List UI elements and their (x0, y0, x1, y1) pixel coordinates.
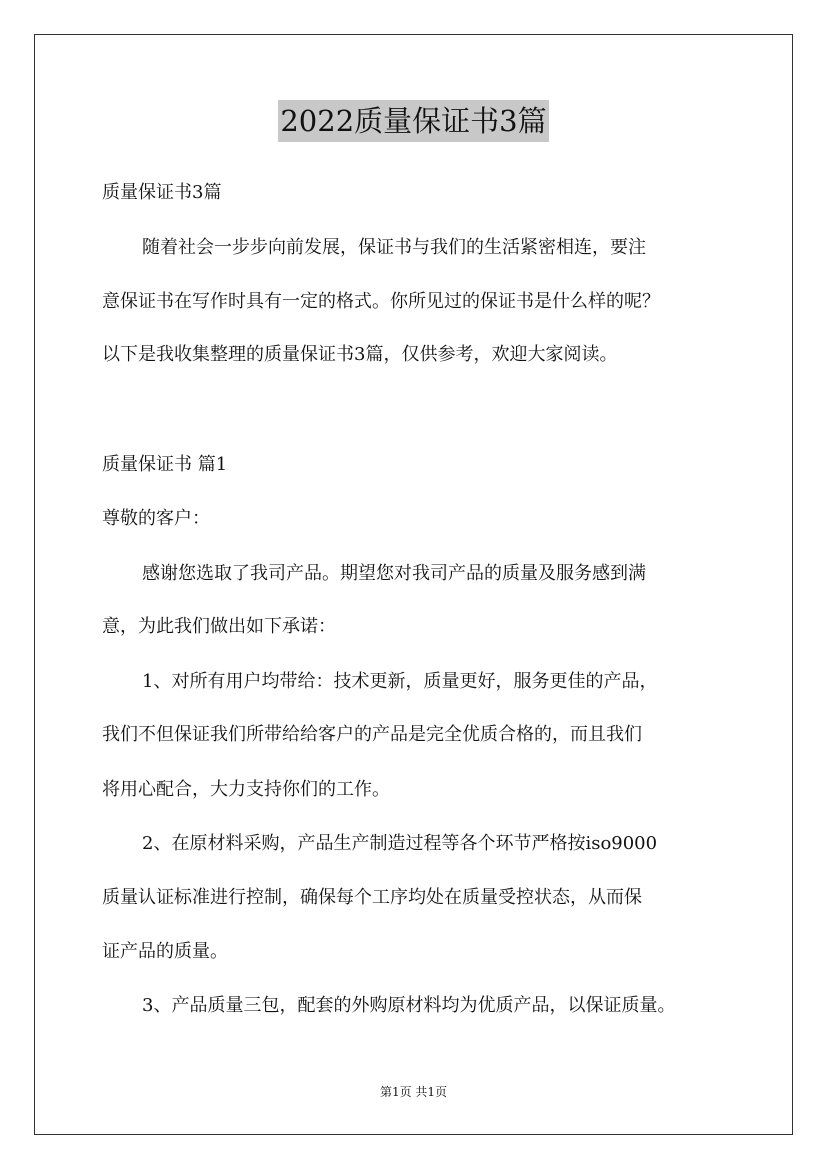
item-2-line-2: 质量认证标准进行控制，确保每个工序均处在质量受控状态，从而保 (102, 887, 642, 908)
title-container (0, 100, 827, 142)
item-3-line-1: 3、产品质量三包，配套的外购原材料均为优质产品，以保证质量。 (142, 995, 676, 1016)
body-line-1: 感谢您选取了我司产品。期望您对我司产品的质量及服务感到满 (142, 563, 646, 584)
intro-line-3: 以下是我收集整理的质量保证书3篇，仅供参考，欢迎大家阅读。 (102, 344, 618, 365)
page-indicator: 第1页 共1页 (379, 1085, 448, 1099)
item-2-line-1: 2、在原材料采购，产品生产制造过程等各个环节严格按iso9000 (142, 833, 658, 854)
intro-line-1: 随着社会一步步向前发展，保证书与我们的生活紧密相连，要注 (142, 237, 646, 258)
section-heading: 质量保证书 篇1 (102, 454, 228, 475)
salutation: 尊敬的客户： (102, 508, 210, 529)
body-line-2: 意，为此我们做出如下承诺： (102, 616, 336, 637)
item-1-line-1: 1、对所有用户均带给：技术更新，质量更好，服务更佳的产品， (142, 671, 658, 692)
item-1-line-2: 我们不但保证我们所带给给客户的产品是完全优质合格的，而且我们 (102, 724, 642, 745)
document-title: 2022质量保证书3篇 (278, 100, 548, 142)
subtitle-line: 质量保证书3篇 (102, 182, 222, 203)
item-1-line-3: 将用心配合，大力支持你们的工作。 (102, 779, 390, 800)
item-2-line-3: 证产品的质量。 (102, 941, 228, 962)
intro-line-2: 意保证书在写作时具有一定的格式。你所见过的保证书是什么样的呢？ (102, 291, 660, 312)
